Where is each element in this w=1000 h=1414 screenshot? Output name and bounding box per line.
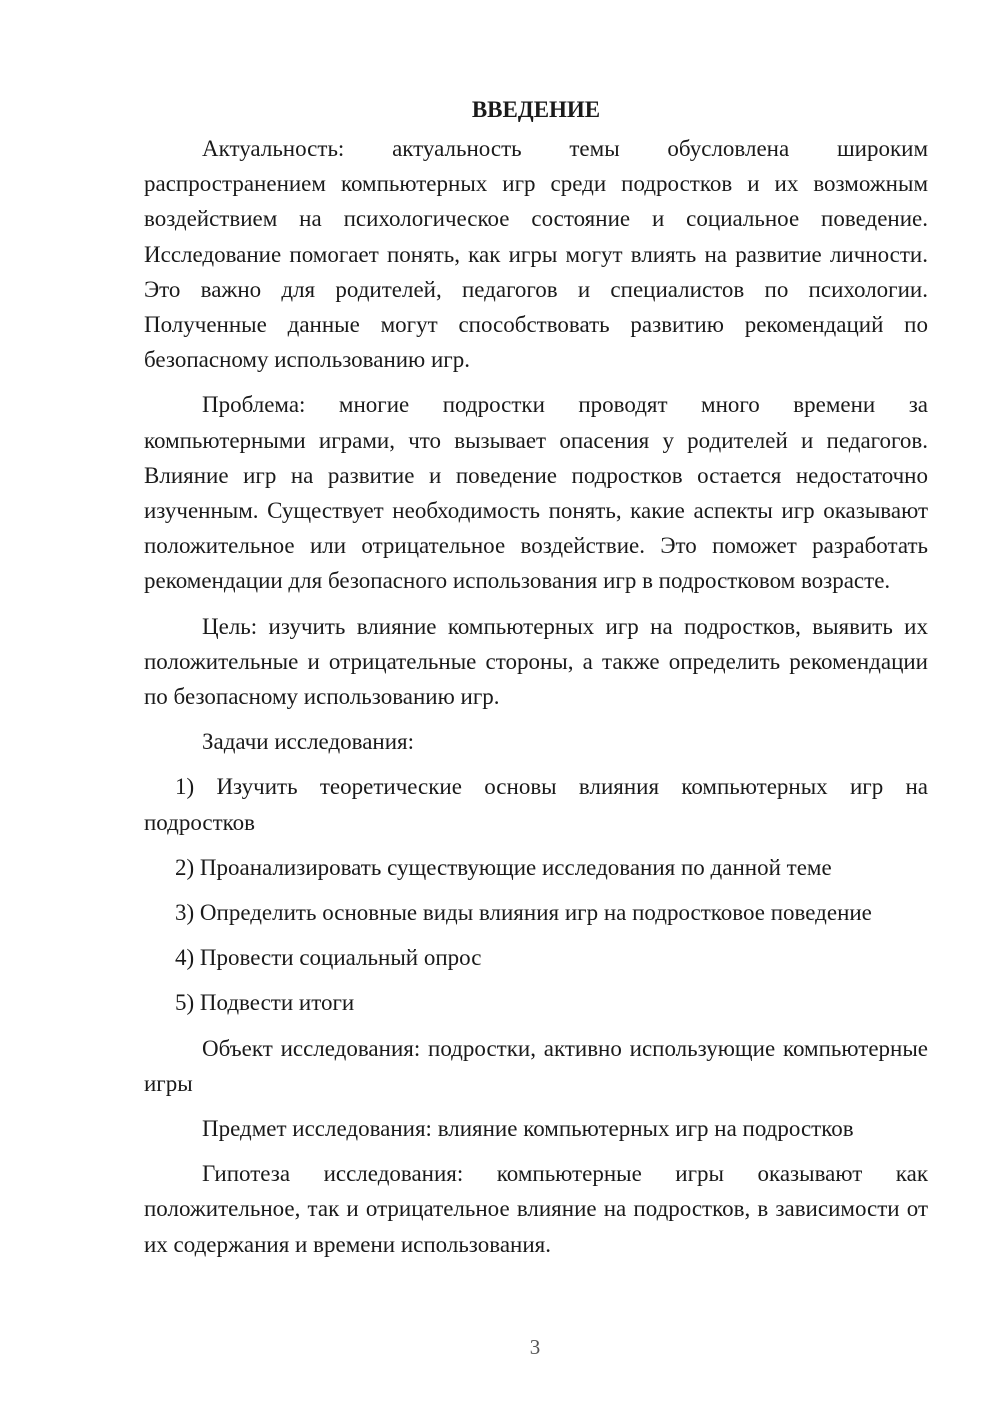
task-item-4: 4) Провести социальный опрос [175,945,482,971]
page-number: 3 [529,1335,541,1359]
task-item-3: 3) Определить основные виды влияния игр на подростковое поведение [175,900,872,926]
relevance-paragraph: Актуальность: актуальность темы обусловлена широким распространением компьютерных игр среди подростков и их возможным воздействием на психологическое состояние и социальное поведение. Исследование помогает понять, как игры могут влиять на развитие личности. Это важно для родителей, педагогов и специалистов по психологии. Полученные данные могут способствовать развитию рекомендаций по безопасному использованию игр. [144,136,928,373]
object-paragraph: Объект исследования: подростки, активно использующие компьютерные игры [144,1035,928,1096]
hypothesis-paragraph: Гипотеза исследования: компьютерные игры оказывают как положительное, так и отрицательное влияние на подростков, в зависимости от их содержания и времени использования. [144,1161,928,1257]
section-title: ВВЕДЕНИЕ [471,97,601,122]
task-item-2: 2) Проанализировать существующие исследования по данной теме [175,854,832,880]
problem-paragraph: Проблема: многие подростки проводят много времени за компьютерными играми, что вызывает опасения у родителей и педагогов. Влияние игр на развитие и поведение подростков остается недостаточно изученным. Существует необходимость понять, какие аспекты игр оказывают положительное или отрицательное воздействие. Это поможет разработать рекомендации для безопасного использования игр в подростковом возрасте. [144,392,928,594]
subject-paragraph: Предмет исследования: влияние компьютерных игр на подростков [202,1116,854,1142]
page-content [144,92,928,1272]
goal-paragraph: Цель: изучить влияние компьютерных игр на подростков, выявить их положительные и отрицательные стороны, а также определить рекомендации по безопасному использованию игр. [144,613,928,710]
tasks-heading: Задачи исследования: [202,729,415,755]
task-item-1: 1) Изучить теоретические основы влияния компьютерных игр на подростков [144,774,928,835]
task-item-5: 5) Подвести итоги [175,990,355,1016]
